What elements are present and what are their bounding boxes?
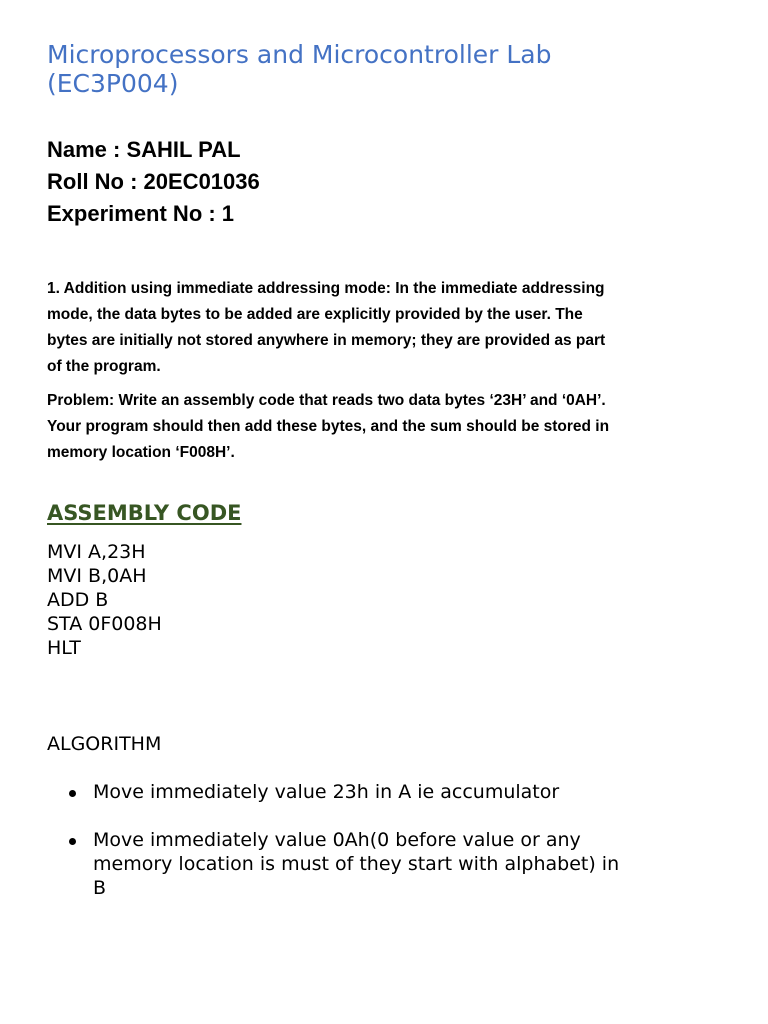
roll-number: Roll No : 20EC01036 bbox=[47, 169, 260, 194]
algorithm-step-line: memory location is must of they start with alphabet) in bbox=[93, 853, 620, 875]
experiment-number: Experiment No : 1 bbox=[47, 201, 235, 226]
algorithm-step-line: Move immediately value 0Ah(0 before value or any bbox=[93, 829, 581, 851]
title-line-2: (EC3P004) bbox=[47, 69, 179, 98]
problem-line: memory location ‘F008H’. bbox=[47, 444, 235, 461]
assembly-code-block bbox=[47, 540, 727, 660]
algorithm-step-line: Move immediately value 23h in A ie accumulator bbox=[93, 781, 560, 803]
description-line: of the program. bbox=[47, 358, 161, 375]
code-line: STA 0F008H bbox=[47, 613, 162, 635]
algorithm-step bbox=[47, 780, 727, 804]
problem-paragraph bbox=[47, 388, 727, 466]
document-title bbox=[47, 40, 727, 98]
code-line: ADD B bbox=[47, 589, 109, 611]
algorithm-step-line: B bbox=[93, 877, 107, 899]
title-line-1: Microprocessors and Microcontroller Lab bbox=[47, 40, 552, 69]
document-page bbox=[47, 40, 727, 924]
description-line: mode, the data bytes to be added are explicitly provided by the user. The bbox=[47, 306, 583, 323]
problem-line: Your program should then add these bytes, and the sum should be stored in bbox=[47, 418, 610, 435]
problem-line: Problem: Write an assembly code that reads two data bytes ‘23H’ and ‘0AH’. bbox=[47, 392, 606, 409]
code-line: MVI B,0AH bbox=[47, 565, 147, 587]
description-paragraph bbox=[47, 276, 727, 380]
algorithm-heading: ALGORITHM bbox=[47, 733, 162, 755]
student-name: Name : SAHIL PAL bbox=[47, 137, 241, 162]
description-line: 1. Addition using immediate addressing mode: In the immediate addressing bbox=[47, 280, 605, 297]
bullet-icon bbox=[69, 838, 76, 845]
description-line: bytes are initially not stored anywhere in memory; they are provided as part bbox=[47, 332, 606, 349]
algorithm-step bbox=[47, 828, 727, 900]
student-info bbox=[47, 134, 727, 230]
assembly-code-heading: ASSEMBLY CODE bbox=[47, 501, 242, 525]
code-line: MVI A,23H bbox=[47, 541, 146, 563]
code-line: HLT bbox=[47, 637, 81, 659]
bullet-icon bbox=[69, 790, 76, 797]
algorithm-list bbox=[47, 780, 727, 900]
